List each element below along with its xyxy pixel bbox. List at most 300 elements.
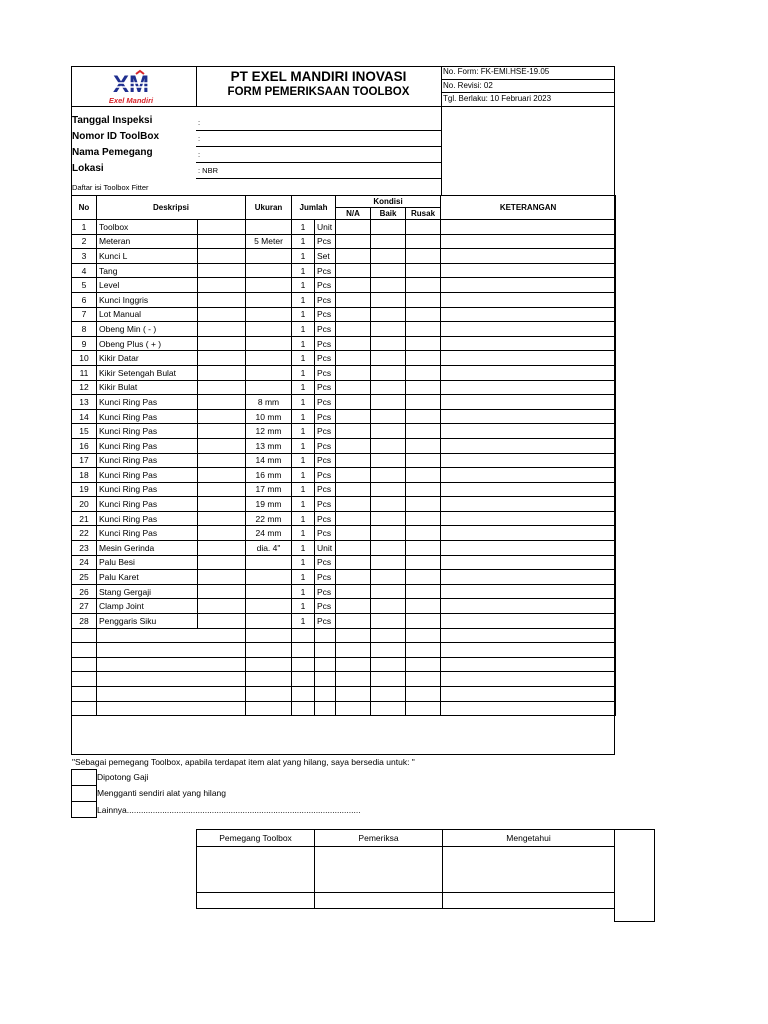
blank-cell[interactable]	[315, 643, 336, 658]
row-quantity: 1	[292, 497, 315, 512]
blank-cell[interactable]	[97, 672, 246, 687]
row-condition-na[interactable]	[336, 322, 371, 337]
header-no: No	[72, 196, 97, 220]
row-description-extra[interactable]	[198, 336, 246, 351]
table-row-blank	[72, 687, 616, 702]
info-value-holder[interactable]: :	[198, 150, 201, 159]
info-value-date[interactable]: :	[198, 118, 201, 127]
row-condition-damaged[interactable]	[406, 438, 441, 453]
row-condition-damaged[interactable]	[406, 584, 441, 599]
blank-cell[interactable]	[371, 701, 406, 716]
row-unit: Pcs	[315, 453, 336, 468]
row-condition-good[interactable]	[371, 292, 406, 307]
row-condition-good[interactable]	[371, 307, 406, 322]
row-condition-damaged[interactable]	[406, 292, 441, 307]
row-condition-damaged[interactable]	[406, 278, 441, 293]
blank-cell[interactable]	[246, 672, 292, 687]
revision-number: No. Revisi: 02	[443, 81, 493, 90]
blank-cell[interactable]	[315, 628, 336, 643]
row-condition-damaged[interactable]	[406, 249, 441, 264]
blank-cell[interactable]	[406, 657, 441, 672]
blank-cell[interactable]	[336, 628, 371, 643]
row-condition-damaged[interactable]	[406, 322, 441, 337]
row-description-extra[interactable]	[198, 278, 246, 293]
row-size: dia. 4"	[246, 541, 292, 556]
row-description-extra[interactable]	[198, 570, 246, 585]
row-number: 1	[72, 220, 97, 235]
blank-cell[interactable]	[336, 701, 371, 716]
row-number: 11	[72, 365, 97, 380]
row-condition-damaged[interactable]	[406, 468, 441, 483]
row-condition-na[interactable]	[336, 292, 371, 307]
row-condition-na[interactable]	[336, 424, 371, 439]
row-unit: Pcs	[315, 614, 336, 629]
row-description-extra[interactable]	[198, 322, 246, 337]
row-remarks[interactable]	[441, 322, 616, 337]
option-other-label: Lainnya...................................................................................................	[97, 805, 361, 815]
row-condition-na[interactable]	[336, 511, 371, 526]
row-number: 9	[72, 336, 97, 351]
row-remarks[interactable]	[441, 468, 616, 483]
row-number: 2	[72, 234, 97, 249]
row-condition-damaged[interactable]	[406, 453, 441, 468]
row-remarks[interactable]	[441, 424, 616, 439]
row-condition-good[interactable]	[371, 511, 406, 526]
row-condition-na[interactable]	[336, 351, 371, 366]
row-remarks[interactable]	[441, 497, 616, 512]
row-quantity: 1	[292, 307, 315, 322]
blank-cell[interactable]	[292, 687, 315, 702]
blank-cell[interactable]	[371, 657, 406, 672]
row-condition-good[interactable]	[371, 220, 406, 235]
row-number: 15	[72, 424, 97, 439]
row-description-extra[interactable]	[198, 307, 246, 322]
row-quantity: 1	[292, 584, 315, 599]
row-condition-na[interactable]	[336, 584, 371, 599]
row-description-extra[interactable]	[198, 438, 246, 453]
row-description-extra[interactable]	[198, 468, 246, 483]
row-description-extra[interactable]	[198, 263, 246, 278]
blank-cell[interactable]	[292, 628, 315, 643]
row-condition-good[interactable]	[371, 468, 406, 483]
row-quantity: 1	[292, 365, 315, 380]
info-value-toolbox-id[interactable]: :	[198, 134, 201, 143]
row-remarks[interactable]	[441, 482, 616, 497]
row-condition-good[interactable]	[371, 395, 406, 410]
row-size: 24 mm	[246, 526, 292, 541]
row-condition-damaged[interactable]	[406, 380, 441, 395]
row-condition-good[interactable]	[371, 570, 406, 585]
row-condition-damaged[interactable]	[406, 511, 441, 526]
signature-side-box	[614, 829, 655, 922]
blank-cell[interactable]	[246, 657, 292, 672]
row-condition-good[interactable]	[371, 336, 406, 351]
row-condition-na[interactable]	[336, 395, 371, 410]
row-description: Kikir Setengah Bulat	[97, 365, 198, 380]
row-number: 18	[72, 468, 97, 483]
row-condition-good[interactable]	[371, 555, 406, 570]
row-condition-good[interactable]	[371, 263, 406, 278]
row-size: 5 Meter	[246, 234, 292, 249]
row-condition-good[interactable]	[371, 584, 406, 599]
blank-cell[interactable]	[406, 687, 441, 702]
row-number: 13	[72, 395, 97, 410]
blank-cell[interactable]	[336, 657, 371, 672]
row-condition-damaged[interactable]	[406, 351, 441, 366]
row-description: Lot Manual	[97, 307, 198, 322]
row-unit: Pcs	[315, 584, 336, 599]
row-remarks[interactable]	[441, 278, 616, 293]
row-unit: Pcs	[315, 336, 336, 351]
row-remarks[interactable]	[441, 292, 616, 307]
row-description: Tang	[97, 263, 198, 278]
row-condition-good[interactable]	[371, 541, 406, 556]
blank-cell[interactable]	[315, 687, 336, 702]
blank-cell[interactable]	[72, 701, 97, 716]
blank-cell[interactable]	[371, 628, 406, 643]
blank-cell[interactable]	[72, 628, 97, 643]
blank-cell[interactable]	[441, 701, 616, 716]
row-condition-na[interactable]	[336, 614, 371, 629]
row-size: 16 mm	[246, 468, 292, 483]
row-condition-damaged[interactable]	[406, 307, 441, 322]
row-remarks[interactable]	[441, 453, 616, 468]
row-description-extra[interactable]	[198, 555, 246, 570]
row-condition-good[interactable]	[371, 599, 406, 614]
row-size	[246, 570, 292, 585]
row-description-extra[interactable]	[198, 614, 246, 629]
row-condition-damaged[interactable]	[406, 220, 441, 235]
row-remarks[interactable]	[441, 220, 616, 235]
row-condition-damaged[interactable]	[406, 263, 441, 278]
row-size	[246, 249, 292, 264]
table-row	[72, 278, 616, 293]
row-description-extra[interactable]	[198, 365, 246, 380]
row-condition-na[interactable]	[336, 555, 371, 570]
row-condition-damaged[interactable]	[406, 409, 441, 424]
row-condition-damaged[interactable]	[406, 570, 441, 585]
table-row	[72, 526, 616, 541]
signature-acknowledged-name[interactable]	[443, 893, 615, 909]
row-condition-good[interactable]	[371, 278, 406, 293]
row-size	[246, 307, 292, 322]
row-condition-good[interactable]	[371, 380, 406, 395]
row-condition-good[interactable]	[371, 497, 406, 512]
row-description-extra[interactable]	[198, 424, 246, 439]
row-size	[246, 614, 292, 629]
row-description-extra[interactable]	[198, 249, 246, 264]
table-row	[72, 599, 616, 614]
signature-header-row	[197, 830, 615, 847]
row-condition-na[interactable]	[336, 380, 371, 395]
row-condition-good[interactable]	[371, 424, 406, 439]
row-unit: Pcs	[315, 409, 336, 424]
row-condition-damaged[interactable]	[406, 599, 441, 614]
row-number: 16	[72, 438, 97, 453]
row-condition-good[interactable]	[371, 351, 406, 366]
row-unit: Pcs	[315, 468, 336, 483]
row-condition-damaged[interactable]	[406, 541, 441, 556]
row-condition-good[interactable]	[371, 365, 406, 380]
row-description: Toolbox	[97, 220, 198, 235]
row-condition-na[interactable]	[336, 336, 371, 351]
row-condition-good[interactable]	[371, 249, 406, 264]
row-condition-na[interactable]	[336, 234, 371, 249]
row-size: 8 mm	[246, 395, 292, 410]
row-description: Penggaris Siku	[97, 614, 198, 629]
info-value-location[interactable]: : NBR	[198, 166, 219, 175]
row-description-extra[interactable]	[198, 292, 246, 307]
row-condition-na[interactable]	[336, 453, 371, 468]
blank-cell[interactable]	[406, 672, 441, 687]
form-number: No. Form: FK-EMI.HSE-19.05	[443, 67, 550, 76]
row-condition-na[interactable]	[336, 570, 371, 585]
row-description-extra[interactable]	[198, 482, 246, 497]
row-description: Obeng Min ( - )	[97, 322, 198, 337]
row-remarks[interactable]	[441, 584, 616, 599]
row-size	[246, 336, 292, 351]
blank-cell[interactable]	[246, 701, 292, 716]
row-remarks[interactable]	[441, 555, 616, 570]
row-number: 26	[72, 584, 97, 599]
row-condition-damaged[interactable]	[406, 336, 441, 351]
option-salary-cut-checkbox[interactable]	[71, 769, 97, 786]
signature-acknowledged-label: Mengetahui	[443, 830, 615, 847]
row-condition-good[interactable]	[371, 234, 406, 249]
row-quantity: 1	[292, 555, 315, 570]
blank-cell[interactable]	[441, 643, 616, 658]
row-unit: Set	[315, 249, 336, 264]
row-condition-na[interactable]	[336, 278, 371, 293]
row-remarks[interactable]	[441, 395, 616, 410]
row-remarks[interactable]	[441, 438, 616, 453]
row-size: 22 mm	[246, 511, 292, 526]
row-remarks[interactable]	[441, 511, 616, 526]
row-quantity: 1	[292, 409, 315, 424]
signature-inspector-name[interactable]	[315, 893, 443, 909]
signature-inspector-space[interactable]	[315, 847, 443, 893]
header-divider-right	[441, 66, 442, 107]
blank-cell[interactable]	[406, 701, 441, 716]
row-number: 6	[72, 292, 97, 307]
blank-cell[interactable]	[315, 701, 336, 716]
row-condition-damaged[interactable]	[406, 234, 441, 249]
row-description-extra[interactable]	[198, 511, 246, 526]
row-condition-na[interactable]	[336, 468, 371, 483]
blank-cell[interactable]	[441, 628, 616, 643]
signature-holder-name[interactable]	[197, 893, 315, 909]
row-remarks[interactable]	[441, 614, 616, 629]
row-description-extra[interactable]	[198, 395, 246, 410]
row-condition-na[interactable]	[336, 249, 371, 264]
row-number: 7	[72, 307, 97, 322]
blank-cell[interactable]	[246, 643, 292, 658]
row-condition-good[interactable]	[371, 482, 406, 497]
row-description: Kunci Ring Pas	[97, 424, 198, 439]
row-number: 3	[72, 249, 97, 264]
blank-cell[interactable]	[336, 643, 371, 658]
blank-cell[interactable]	[72, 643, 97, 658]
blank-cell[interactable]	[292, 701, 315, 716]
row-condition-good[interactable]	[371, 409, 406, 424]
blank-cell[interactable]	[315, 672, 336, 687]
row-remarks[interactable]	[441, 263, 616, 278]
row-unit: Pcs	[315, 380, 336, 395]
info-right-border	[441, 106, 442, 196]
blank-cell[interactable]	[292, 657, 315, 672]
row-remarks[interactable]	[441, 599, 616, 614]
blank-cell[interactable]	[97, 643, 246, 658]
blank-cell[interactable]	[97, 628, 246, 643]
table-row	[72, 263, 616, 278]
form-title: FORM PEMERIKSAAN TOOLBOX	[227, 86, 410, 98]
blank-cell[interactable]	[97, 687, 246, 702]
row-condition-damaged[interactable]	[406, 614, 441, 629]
row-unit: Pcs	[315, 395, 336, 410]
row-description-extra[interactable]	[198, 351, 246, 366]
row-condition-damaged[interactable]	[406, 497, 441, 512]
table-row	[72, 380, 616, 395]
row-condition-na[interactable]	[336, 409, 371, 424]
blank-cell[interactable]	[72, 672, 97, 687]
row-size	[246, 263, 292, 278]
row-quantity: 1	[292, 526, 315, 541]
table-row	[72, 395, 616, 410]
row-description-extra[interactable]	[198, 234, 246, 249]
table-row	[72, 511, 616, 526]
blank-cell[interactable]	[441, 672, 616, 687]
blank-cell[interactable]	[406, 643, 441, 658]
row-quantity: 1	[292, 336, 315, 351]
blank-cell[interactable]	[441, 687, 616, 702]
row-remarks[interactable]	[441, 307, 616, 322]
signature-acknowledged-space[interactable]	[443, 847, 615, 893]
row-quantity: 1	[292, 541, 315, 556]
row-remarks[interactable]	[441, 526, 616, 541]
option-other-checkbox[interactable]	[71, 801, 97, 818]
row-number: 4	[72, 263, 97, 278]
blank-cell[interactable]	[97, 701, 246, 716]
row-condition-damaged[interactable]	[406, 555, 441, 570]
row-condition-na[interactable]	[336, 541, 371, 556]
row-description-extra[interactable]	[198, 541, 246, 556]
row-quantity: 1	[292, 599, 315, 614]
row-description-extra[interactable]	[198, 599, 246, 614]
blank-cell[interactable]	[406, 628, 441, 643]
row-remarks[interactable]	[441, 249, 616, 264]
row-quantity: 1	[292, 234, 315, 249]
row-condition-damaged[interactable]	[406, 482, 441, 497]
row-condition-na[interactable]	[336, 365, 371, 380]
row-condition-na[interactable]	[336, 263, 371, 278]
row-condition-good[interactable]	[371, 322, 406, 337]
table-row	[72, 438, 616, 453]
row-description: Kikir Bulat	[97, 380, 198, 395]
row-condition-na[interactable]	[336, 482, 371, 497]
row-condition-good[interactable]	[371, 453, 406, 468]
header-na: N/A	[336, 208, 371, 220]
option-replace-checkbox[interactable]	[71, 785, 97, 802]
blank-cell[interactable]	[292, 672, 315, 687]
table-row	[72, 468, 616, 483]
row-description-extra[interactable]	[198, 526, 246, 541]
row-condition-damaged[interactable]	[406, 395, 441, 410]
row-description-extra[interactable]	[198, 497, 246, 512]
blank-cell[interactable]	[371, 643, 406, 658]
row-condition-na[interactable]	[336, 497, 371, 512]
blank-cell[interactable]	[72, 687, 97, 702]
blank-cell[interactable]	[441, 657, 616, 672]
row-remarks[interactable]	[441, 351, 616, 366]
row-condition-damaged[interactable]	[406, 365, 441, 380]
blank-cell[interactable]	[292, 643, 315, 658]
company-name: PT EXEL MANDIRI INOVASI	[230, 69, 407, 84]
blank-cell[interactable]	[336, 687, 371, 702]
row-remarks[interactable]	[441, 409, 616, 424]
row-description-extra[interactable]	[198, 453, 246, 468]
blank-cell[interactable]	[246, 628, 292, 643]
signature-table	[196, 829, 615, 909]
blank-cell[interactable]	[97, 657, 246, 672]
row-condition-good[interactable]	[371, 614, 406, 629]
logo-letters: XM	[113, 71, 149, 98]
row-unit: Pcs	[315, 526, 336, 541]
blank-cell[interactable]	[336, 672, 371, 687]
table-row-blank	[72, 628, 616, 643]
blank-cell[interactable]	[371, 672, 406, 687]
row-condition-good[interactable]	[371, 526, 406, 541]
row-condition-na[interactable]	[336, 220, 371, 235]
blank-cell[interactable]	[246, 687, 292, 702]
row-remarks[interactable]	[441, 234, 616, 249]
row-quantity: 1	[292, 482, 315, 497]
row-condition-na[interactable]	[336, 526, 371, 541]
row-description-extra[interactable]	[198, 380, 246, 395]
row-condition-good[interactable]	[371, 438, 406, 453]
blank-cell[interactable]	[72, 657, 97, 672]
row-remarks[interactable]	[441, 541, 616, 556]
row-unit: Pcs	[315, 322, 336, 337]
row-condition-na[interactable]	[336, 307, 371, 322]
row-condition-damaged[interactable]	[406, 424, 441, 439]
row-size	[246, 365, 292, 380]
info-label-location: Lokasi	[72, 163, 104, 174]
row-size: 13 mm	[246, 438, 292, 453]
row-condition-damaged[interactable]	[406, 526, 441, 541]
row-quantity: 1	[292, 570, 315, 585]
row-description: Kunci Ring Pas	[97, 395, 198, 410]
table-row-blank	[72, 701, 616, 716]
row-description-extra[interactable]	[198, 584, 246, 599]
row-condition-na[interactable]	[336, 599, 371, 614]
row-description-extra[interactable]	[198, 220, 246, 235]
row-condition-na[interactable]	[336, 438, 371, 453]
table-row	[72, 541, 616, 556]
row-description-extra[interactable]	[198, 409, 246, 424]
table-row	[72, 234, 616, 249]
signature-holder-space[interactable]	[197, 847, 315, 893]
row-unit: Pcs	[315, 424, 336, 439]
row-description: Kunci Inggris	[97, 292, 198, 307]
row-remarks[interactable]	[441, 380, 616, 395]
row-remarks[interactable]	[441, 365, 616, 380]
blank-cell[interactable]	[371, 687, 406, 702]
row-remarks[interactable]	[441, 336, 616, 351]
row-description: Kunci Ring Pas	[97, 453, 198, 468]
row-number: 21	[72, 511, 97, 526]
row-remarks[interactable]	[441, 570, 616, 585]
blank-cell[interactable]	[315, 657, 336, 672]
